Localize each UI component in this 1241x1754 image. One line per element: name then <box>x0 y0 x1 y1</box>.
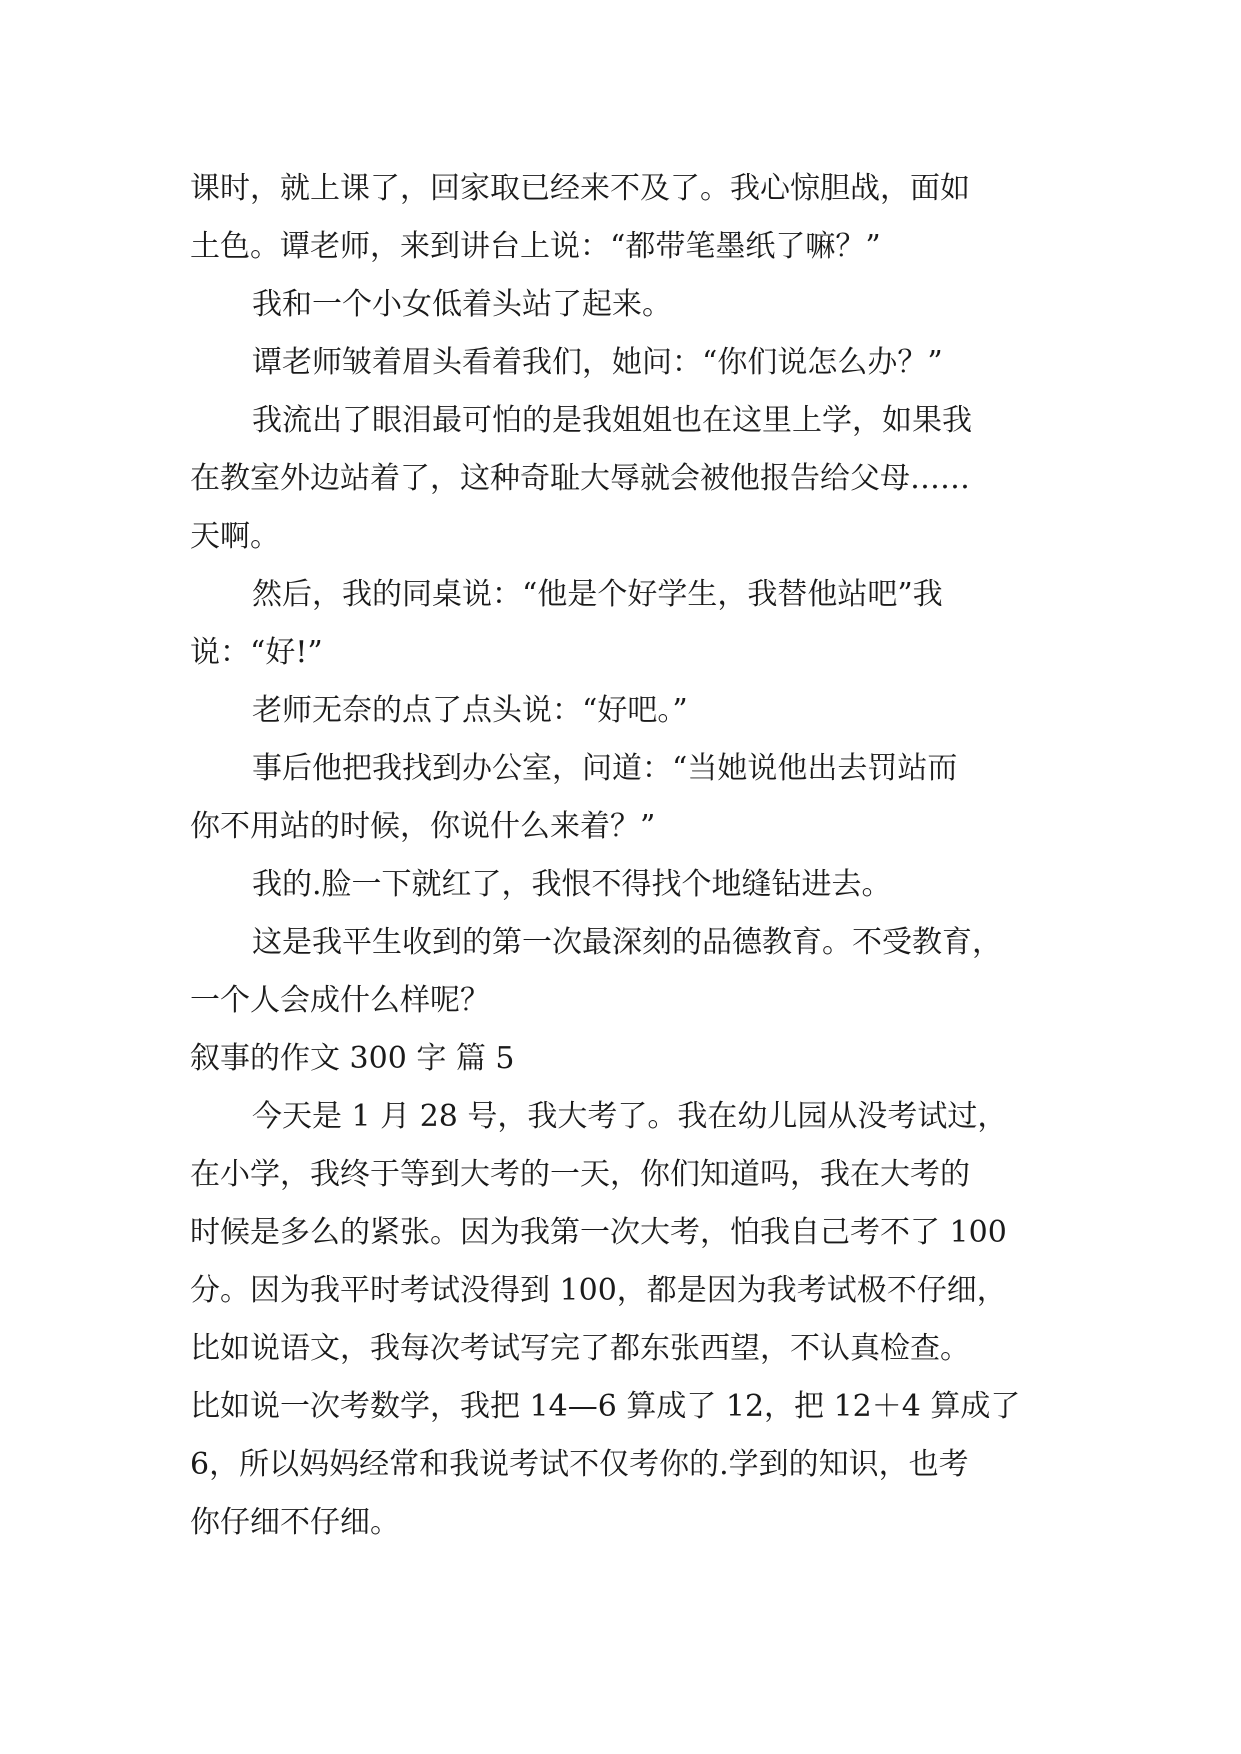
paragraph-10: 今天是 1 月 28 号，我大考了。我在幼儿园从没考试过， 在小学，我终于等到大考的一天，你们知道吗，我在大考的 时候是多么的紧张。因为我第一次大考，怕我自己考不了 100 分。因为我平时考试没得到 100，都是因为我考试极不仔细， 比如说语文，我每次考试写完了都东张西望，不认真检查。 比如说一次考数学，我把 14—6 算成了 12，把 12＋4 算成了 6，所以妈妈经常和我说考试不仅考你的.学到的知识，也考 你仔细不仔细。 <box>190 1099 1021 1540</box>
paragraph-3: 谭老师皱着眉头看着我们，她问：“你们说怎么办？” <box>252 345 943 380</box>
paragraph-9: 这是我平生收到的第一次最深刻的品德教育。不受教育， 一个人会成什么样呢？ <box>190 925 1002 1018</box>
paragraph-5: 然后，我的同桌说：“他是个好学生，我替他站吧”我 说：“好!” <box>190 577 943 670</box>
paragraph-8: 我的.脸一下就红了，我恨不得找个地缝钻进去。 <box>252 867 892 902</box>
paragraph-7: 事后他把我找到办公室，问道：“当她说他出去罚站而 你不用站的时候，你说什么来着？” <box>190 751 958 844</box>
document-body <box>190 160 1052 1552</box>
paragraph-2: 我和一个小女低着头站了起来。 <box>252 287 672 322</box>
section-heading: 叙事的作文 300 字 篇 5 <box>190 1041 515 1076</box>
paragraph-6: 老师无奈的点了点头说：“好吧。” <box>252 693 688 728</box>
paragraph-4: 我流出了眼泪最可怕的是我姐姐也在这里上学，如果我 在教室外边站着了，这种奇耻大辱就会被他报告给父母…… 天啊。 <box>190 403 972 554</box>
paragraph-1: 课时，就上课了，回家取已经来不及了。我心惊胆战，面如 土色。谭老师，来到讲台上说：“都带笔墨纸了嘛？” <box>190 171 970 264</box>
